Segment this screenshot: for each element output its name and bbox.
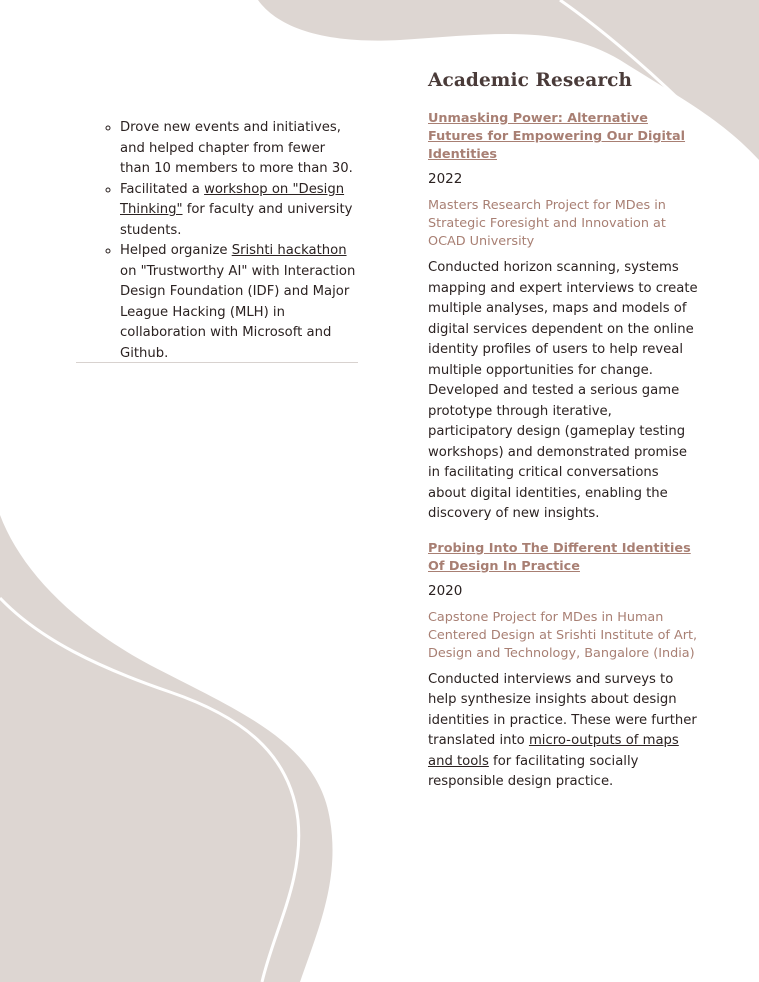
micro-outputs-link[interactable]: micro-outputs of maps and tools <box>428 733 679 769</box>
bullet-text: Helped organize <box>120 243 232 258</box>
list-item <box>120 180 358 242</box>
entry-subtitle: Capstone Project for MDes in Human Centered Design at Srishti Institute of Art, Design and Technology, Bangalore (India) <box>428 609 698 661</box>
bullet-list <box>76 118 358 364</box>
bullet-text: Drove new events and initiatives, and helped chapter from fewer than 10 members to more than 30. <box>120 120 353 176</box>
workshop-link[interactable]: workshop on "Design Thinking" <box>120 181 345 217</box>
hackathon-link[interactable]: Srishti hackathon <box>231 243 347 258</box>
bullet-text: on "Trustworthy AI" with Interaction Design Foundation (IDF) and Major League Hacking (MLH) in collaboration with Microsoft and Github. <box>120 263 356 361</box>
list-item <box>120 118 358 180</box>
bullet-text: Facilitated a <box>120 181 205 197</box>
entry-year: 2022 <box>428 171 463 187</box>
section-divider <box>76 362 358 363</box>
list-item <box>120 241 358 364</box>
description-text: Conducted interviews and surveys to help synthesize insights about design identities in practice. These were further translated into <box>428 671 697 748</box>
entry-title-link[interactable]: Unmasking Power: Alternative Futures for Empowering Our Digital Identities <box>428 111 686 162</box>
left-column <box>76 118 358 364</box>
entry-description: Conducted horizon scanning, systems mapping and expert interviews to create multiple analyses, maps and models of digital services dependent on the online identity profiles of users to help reveal multiple opportunities for change. Developed and tested a serious game prototype through iterative, participatory design (gameplay testing workshops) and demonstrated promise in facilitating critical conversations about digital identities, enabling the discovery of new insights. <box>428 260 698 521</box>
entry-year: 2020 <box>428 582 463 599</box>
description-text: for facilitating socially responsible design practice. <box>428 753 639 789</box>
right-column <box>428 70 700 793</box>
section-title: Academic Research <box>428 70 633 91</box>
entry-subtitle: Masters Research Project for MDes in Strategic Foresight and Innovation at OCAD University <box>428 198 666 249</box>
entry-description <box>428 670 700 793</box>
entry-title-link[interactable]: Probing Into The Different Identities Of Design In Practice <box>428 540 691 574</box>
bullet-text: for faculty and university students. <box>120 202 353 238</box>
